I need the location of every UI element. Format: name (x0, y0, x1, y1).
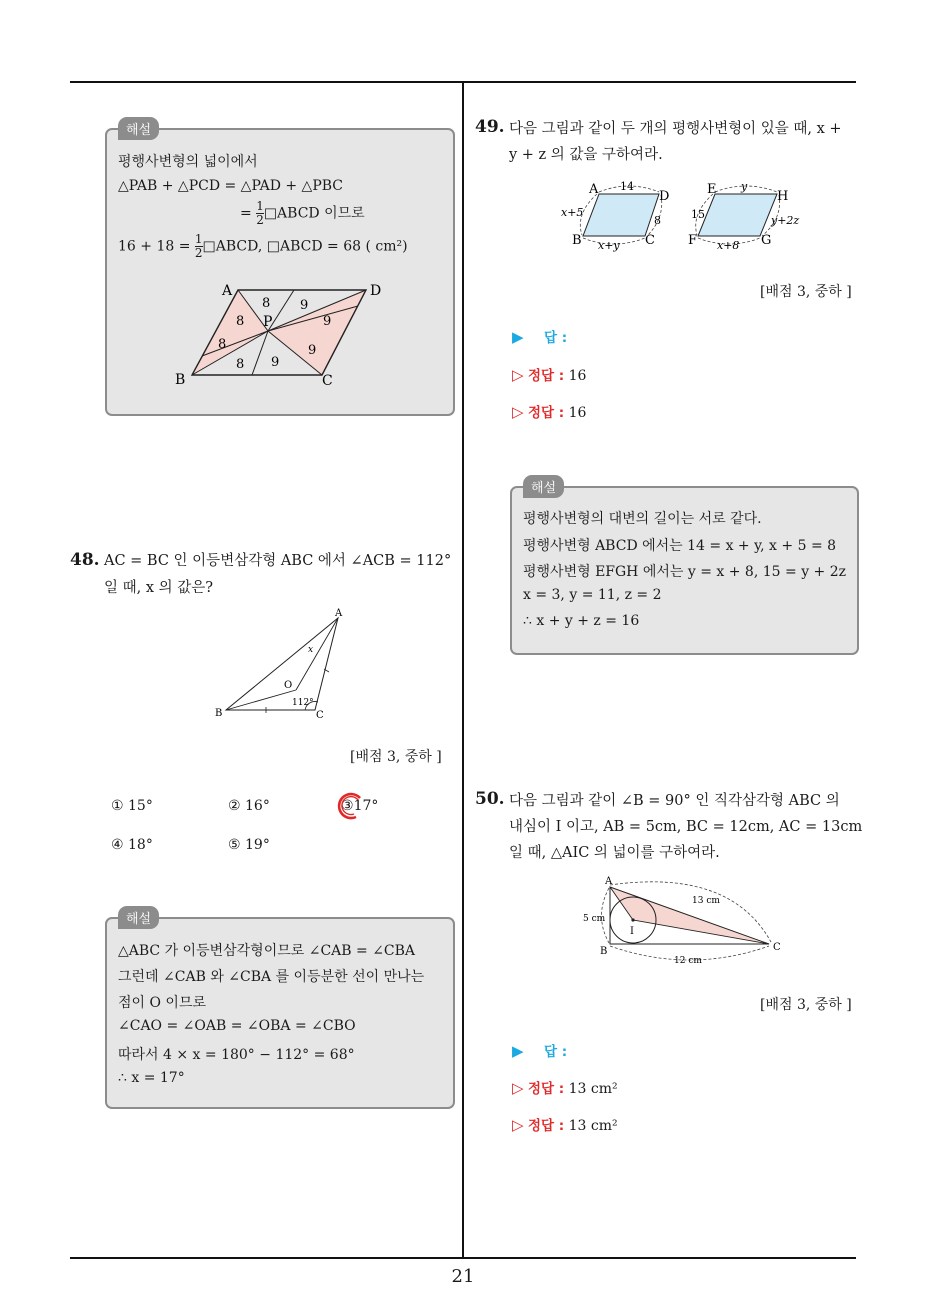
correct-label: 정답 : (528, 1118, 565, 1134)
side-length: y (741, 180, 748, 193)
label-e: E (707, 182, 717, 197)
outline-arrow-icon: ▷ (512, 366, 524, 384)
fraction-half: $\frac{1}{2}$ (256, 199, 264, 227)
score-label: [배점 3, 중하 ] (350, 749, 442, 765)
solution-line: 점이 O 이므로 (118, 995, 206, 1011)
label-p: P (263, 314, 273, 330)
solution-line: ∠CAO = ∠OAB = ∠OBA = ∠CBO (118, 1018, 356, 1034)
side-length: 13 cm (692, 896, 720, 906)
solution-line (240, 200, 365, 227)
question-text: 내심이 I 이고, AB = 5cm, BC = 12cm, AC = 13cm (509, 819, 863, 835)
side-length: x+y (598, 239, 620, 252)
answer-row (512, 1040, 567, 1060)
outline-arrow-icon: ▷ (512, 1079, 524, 1097)
area-value: 9 (323, 314, 332, 329)
play-arrow-icon: ▶ (512, 328, 524, 346)
parallelogram-figure-p (170, 278, 400, 390)
side-length: x+8 (717, 239, 740, 252)
correct-value: 16 (568, 405, 587, 421)
label-b: B (175, 372, 186, 388)
answer-label: 답 : (544, 330, 568, 346)
area-value: 8 (218, 337, 227, 352)
question-text: 일 때, x 의 값은? (104, 580, 214, 596)
label-c: C (645, 233, 655, 248)
solution-tag: 해설 (118, 906, 159, 929)
solution-line: ∴ x + y + z = 16 (523, 613, 640, 629)
column-divider (462, 83, 464, 1259)
area-value: 8 (236, 357, 245, 372)
triangle-abc (226, 618, 338, 710)
page-number: 21 (451, 1266, 475, 1287)
choice-3-marker: ③ (341, 798, 354, 814)
label-a: A (589, 182, 599, 197)
label-b: B (600, 946, 608, 957)
question-text: 일 때, △AIC 의 넓이를 구하여라. (509, 845, 720, 861)
bottom-rule (70, 1257, 856, 1259)
correct-label: 정답 : (528, 368, 565, 384)
bisector-ao (296, 618, 338, 690)
correct-answer-circle-icon (334, 792, 366, 822)
fraction-half: $\frac{1}{2}$ (194, 232, 203, 260)
parallelogram-abcd (583, 194, 659, 236)
area-value: 9 (271, 355, 280, 370)
area-value: 8 (236, 314, 245, 329)
solution-text: □ABCD 이므로 (263, 205, 365, 222)
solution-line: x = 3, y = 11, z = 2 (523, 587, 662, 603)
label-x: x (308, 645, 314, 655)
outline-arrow-icon: ▷ (512, 1116, 524, 1134)
question-text: 다음 그림과 같이 ∠B = 90° 인 직각삼각형 ABC 의 (509, 793, 840, 809)
question-number: 50. (475, 789, 505, 809)
label-d: D (659, 189, 670, 204)
label-f: F (688, 233, 698, 248)
score-label: [배점 3, 중하 ] (760, 284, 852, 300)
right-triangle-incircle-figure (580, 872, 790, 968)
correct-answer-row (512, 364, 586, 384)
correct-answer-row (512, 401, 586, 421)
side-length: 15 (691, 208, 705, 221)
solution-line: ∴ x = 17° (118, 1070, 185, 1086)
play-arrow-icon: ▶ (512, 1042, 524, 1060)
side-length: 14 (620, 180, 634, 193)
solution-tag: 해설 (118, 117, 159, 140)
question-text: y + z 의 값을 구하여라. (509, 147, 663, 163)
label-c: C (316, 710, 324, 721)
label-d: D (370, 283, 382, 299)
answer-row (512, 326, 567, 346)
solution-line: 그런데 ∠CAB 와 ∠CBA 를 이등분한 선이 만나는 (118, 969, 425, 985)
shaded-triangle-pcd (268, 290, 366, 375)
solution-line: △PAB + △PCD = △PAD + △PBC (118, 178, 343, 194)
choice-1[interactable]: ① 15° (111, 798, 153, 814)
choice-3-value: 17° (353, 798, 379, 814)
parallelogram-efgh (698, 194, 777, 236)
outline-arrow-icon: ▷ (512, 403, 524, 421)
choice-5[interactable]: ⑤ 19° (228, 837, 270, 853)
label-angle-112: 112° (292, 698, 314, 708)
label-i: I (630, 926, 634, 937)
isosceles-triangle-figure (210, 606, 360, 721)
side-length: 8 (654, 214, 661, 227)
label-h: H (777, 189, 789, 204)
label-o: O (284, 680, 293, 691)
label-a: A (335, 608, 343, 619)
side-length: x+5 (561, 206, 584, 219)
correct-label: 정답 : (528, 1081, 565, 1097)
side-length: 5 cm (583, 914, 606, 924)
label-g: G (761, 233, 772, 248)
bisector-bo (226, 690, 296, 710)
area-value: 8 (262, 296, 271, 311)
question-number: 49. (475, 117, 505, 137)
correct-value: 16 (568, 368, 587, 384)
solution-line: 평행사변형의 대변의 길이는 서로 같다. (523, 511, 762, 527)
incenter-point (631, 918, 634, 921)
solution-line: 따라서 4 × x = 180° − 112° = 68° (118, 1047, 355, 1063)
correct-answer-row (512, 1077, 618, 1097)
label-a: A (605, 876, 613, 887)
question-text: 다음 그림과 같이 두 개의 평행사변형이 있을 때, x + (509, 121, 842, 137)
label-c: C (322, 373, 333, 389)
correct-answer-row (512, 1114, 618, 1134)
label-a: A (222, 283, 233, 299)
solution-tag: 해설 (523, 475, 564, 498)
label-c: C (773, 942, 781, 953)
two-parallelograms-figure (555, 178, 815, 254)
choice-2[interactable]: ② 16° (228, 798, 270, 814)
correct-value: 13 cm² (568, 1081, 618, 1097)
area-value: 9 (300, 298, 309, 313)
correct-label: 정답 : (528, 405, 565, 421)
solution-line: 평행사변형 EFGH 에서는 y = x + 8, 15 = y + 2z (523, 564, 847, 580)
side-length: y+2z (771, 214, 800, 227)
solution-line: 평행사변형의 넓이에서 (118, 154, 258, 170)
equals-sign: = (240, 205, 252, 222)
question-number: 48. (70, 550, 100, 570)
answer-label: 답 : (544, 1044, 568, 1060)
solution-line: △ABC 가 이등변삼각형이므로 ∠CAB = ∠CBA (118, 943, 416, 959)
side-length: 12 cm (674, 956, 702, 966)
solution-line: 16 + 18 = $\frac{1}{2}$ □ABCD, □ABCD = 68 ( cm²) (118, 232, 408, 260)
label-b: B (572, 233, 582, 248)
choice-4[interactable]: ④ 18° (111, 837, 153, 853)
correct-value: 13 cm² (568, 1118, 618, 1134)
area-value: 9 (308, 343, 317, 358)
score-label: [배점 3, 중하 ] (760, 997, 852, 1013)
label-b: B (215, 708, 223, 719)
question-text: AC = BC 인 이등변삼각형 ABC 에서 ∠ACB = 112° (104, 553, 452, 569)
solution-line: 평행사변형 ABCD 에서는 14 = x + y, x + 5 = 8 (523, 538, 837, 554)
